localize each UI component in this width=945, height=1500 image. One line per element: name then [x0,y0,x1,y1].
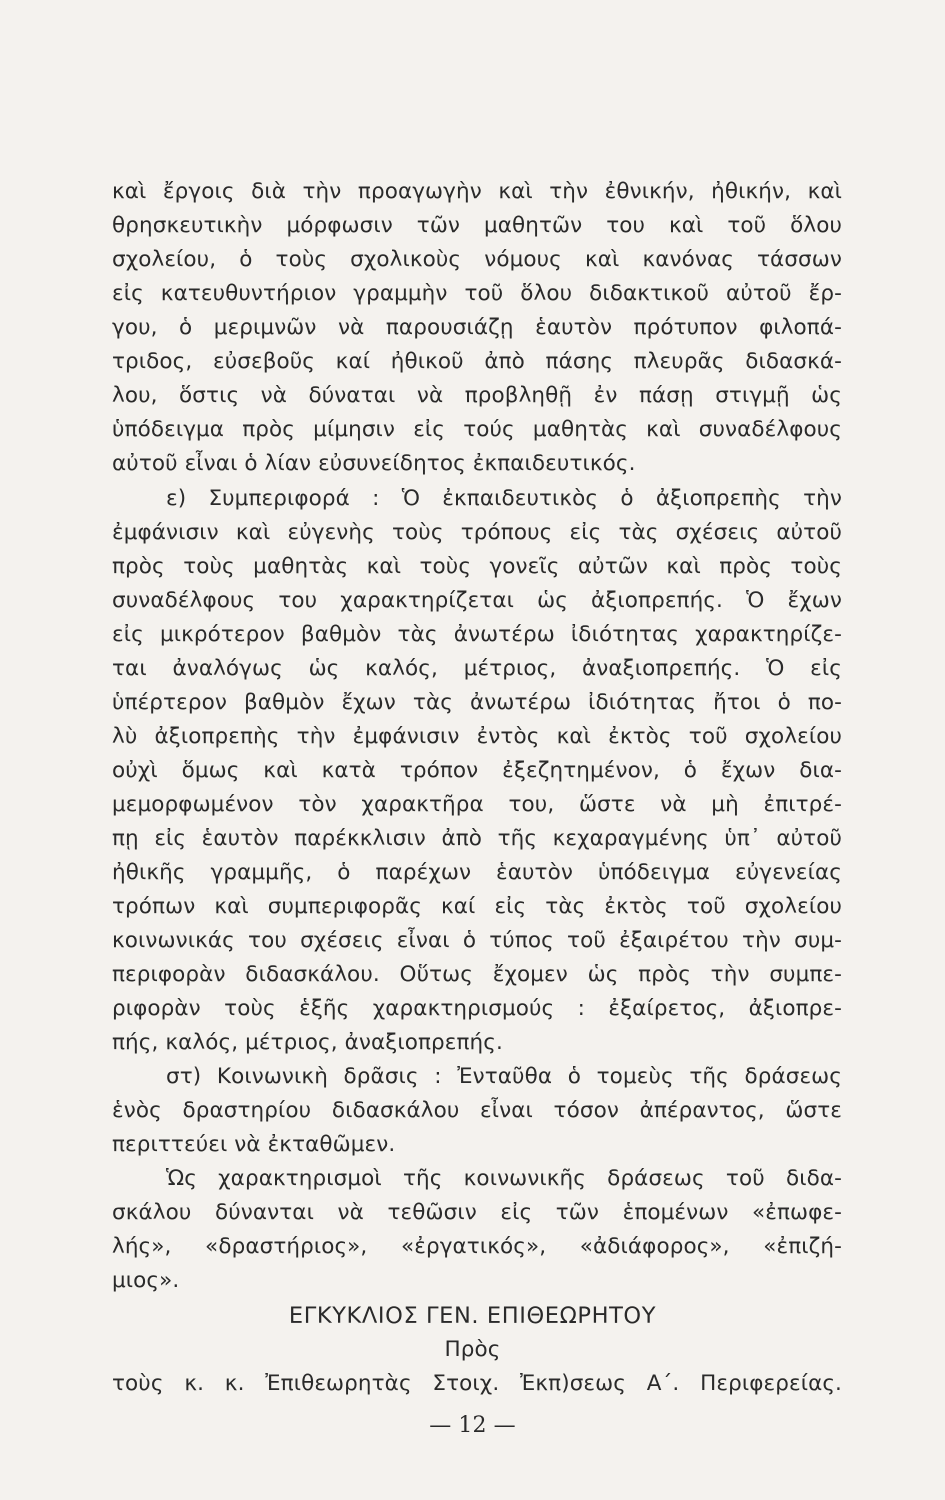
text-line: τριδος, εὐσεβοῦς καί ἠθικοῦ ἀπὸ πάσης πλευρᾶς διδασκά- [112,349,842,374]
text-line: λου, ὅστις νὰ δύναται νὰ προβληθῇ ἐν πάσῃ στιγμῇ ὡς [112,383,842,408]
text-line: θρησκευτικὴν μόρφωσιν τῶν μαθητῶν του καὶ τοῦ ὅλου [112,213,842,238]
text-line: κοινωνικάς του σχέσεις εἶναι ὁ τύπος τοῦ ἐξαιρέτου τὴν συμ- [112,928,842,953]
text-line: πρὸς τοὺς μαθητὰς καὶ τοὺς γονεῖς αὐτῶν καὶ πρὸς τοὺς [112,554,842,579]
text-line: περιττεύει νὰ ἐκταθῶμεν. [112,1132,396,1157]
text-line: σχολείου, ὁ τοὺς σχολικοὺς νόμους καὶ κανόνας τάσσων [112,247,842,272]
text-line: μιος». [112,1268,180,1293]
text-line: τρόπων καὶ συμπεριφορᾶς καί εἰς τὰς ἐκτὸς τοῦ σχολείου [112,894,842,919]
text-line: καὶ ἔργοις διὰ τὴν προαγωγὴν καὶ τὴν ἐθνικήν, ἠθικήν, καὶ [112,179,842,204]
text-line: πής, καλός, μέτριος, ἀναξιοπρεπής. [112,1030,503,1055]
text-line: ται ἀναλόγως ὡς καλός, μέτριος, ἀναξιοπρεπής. Ὁ εἰς [112,656,842,681]
text-line: λὺ ἀξιοπρεπὴς τὴν ἐμφάνισιν ἐντὸς καὶ ἐκτὸς τοῦ σχολείου [112,724,842,749]
text-line: αὐτοῦ εἶναι ὁ λίαν εὐσυνείδητος ἐκπαιδευτικός. [112,451,636,476]
text-line: γου, ὁ μεριμνῶν νὰ παρουσιάζῃ ἑαυτὸν πρότυπον φιλοπά- [112,315,842,340]
text-line: ἠθικῆς γραμμῆς, ὁ παρέχων ἑαυτὸν ὑπόδειγμα εὐγενείας [112,860,842,885]
text-line: λής», «δραστήριος», «ἐργατικός», «ἀδιάφορος», «ἐπιζή- [112,1234,842,1259]
text-line: ὑπέρτερον βαθμὸν ἔχων τὰς ἀνωτέρω ἰδιότητας ἤτοι ὁ πο- [112,690,842,715]
text-line: περιφορὰν διδασκάλου. Οὕτως ἔχομεν ὡς πρὸς τὴν συμπε- [112,962,842,987]
text-line: εἰς κατευθυντήριον γραμμὴν τοῦ ὅλου διδακτικοῦ αὐτοῦ ἔρ- [112,281,842,306]
text-line: ριφορὰν τοὺς ἑξῆς χαρακτηρισμούς : ἐξαίρετος, ἀξιοπρε- [112,996,842,1021]
text-line: μεμορφωμένον τὸν χαρακτῆρα του, ὥστε νὰ μὴ ἐπιτρέ- [112,792,842,817]
text-line: πῃ εἰς ἑαυτὸν παρέκκλισιν ἀπὸ τῆς κεχαραγμένης ὑπ᾽ αὐτοῦ [112,826,842,851]
text-line: ἐμφάνισιν καὶ εὐγενὴς τοὺς τρόπους εἰς τὰς σχέσεις αὐτοῦ [112,520,842,545]
paragraph-start-line: ε) Συμπεριφορά : Ὁ ἐκπαιδευτικὸς ὁ ἀξιοπρεπὴς τὴν [166,486,842,511]
text-line: συναδέλφους του χαρακτηρίζεται ὡς ἀξιοπρεπής. Ὁ ἔχων [112,588,842,613]
page-number: — 12 — [429,1413,516,1438]
paragraph-start-line: στ) Κοινωνικὴ δρᾶσις : Ἐνταῦθα ὁ τομεὺς τῆς δράσεως [166,1064,842,1089]
text-line: ἑνὸς δραστηρίου διδασκάλου εἶναι τόσον ἀπέραντος, ὥστε [112,1098,842,1123]
text-line: σκάλου δύνανται νὰ τεθῶσιν εἰς τῶν ἑπομένων «ἐπωφε- [112,1200,842,1225]
text-line: ὑπόδειγμα πρὸς μίμησιν εἰς τούς μαθητὰς καὶ συναδέλφους [112,417,842,442]
text-line: εἰς μικρότερον βαθμὸν τὰς ἀνωτέρω ἰδιότητας χαρακτηρίζε- [112,622,842,647]
section-subheading: Πρὸς [444,1337,501,1362]
text-line: οὐχὶ ὅμως καὶ κατὰ τρόπον ἐξεζητημένον, ὁ ἔχων δια- [112,758,842,783]
addressee-line: τοὺς κ. κ. Ἐπιθεωρητὰς Στοιχ. Ἐκπ)σεως Α΄. Περιφερείας. [112,1371,842,1396]
section-heading: ΕΓΚΥΚΛΙΟΣ ΓΕΝ. ΕΠΙΘΕΩΡΗΤΟΥ [288,1303,657,1329]
paragraph-start-line: Ὡς χαρακτηρισμοὶ τῆς κοινωνικῆς δράσεως τοῦ διδα- [166,1166,842,1191]
